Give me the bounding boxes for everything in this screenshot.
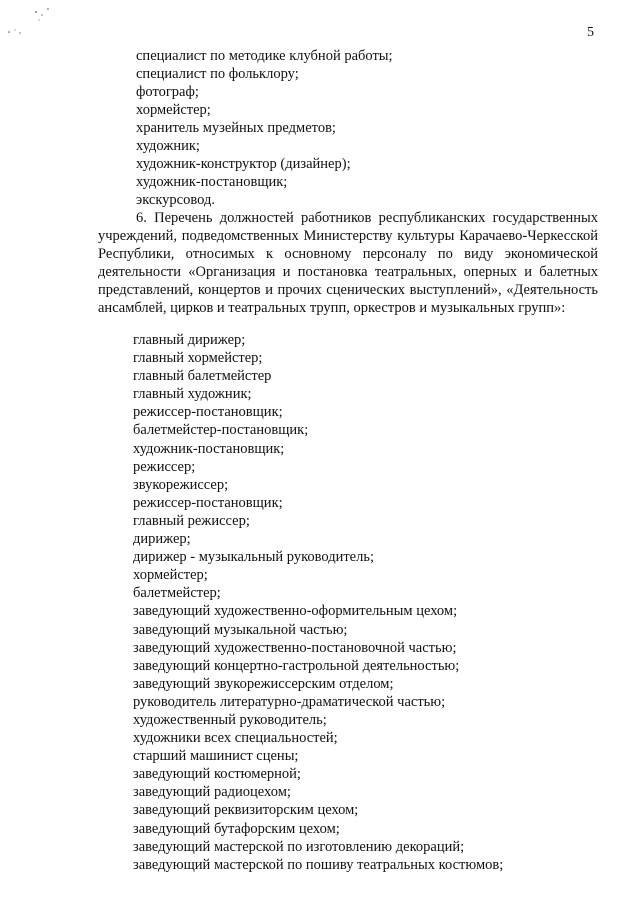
list-item: главный режиссер; [133,512,250,529]
list-item: хормейстер; [133,567,208,584]
list-item: заведующий мастерской по изготовлению декораций; [133,838,465,855]
position-list-section-6 [133,331,613,874]
list-item: заведующий художественно-постановочной частью; [133,639,457,656]
list-item: заведующий музыкальной частью; [133,621,348,638]
list-item: заведующий костюмерной; [133,766,301,783]
list-item: главный художник; [133,386,252,403]
page-number: 5 [587,25,594,40]
list-item: режиссер; [133,458,196,475]
list-item: звукорежиссер; [133,476,229,493]
list-item: балетмейстер; [133,585,221,602]
list-item: художник-конструктор (дизайнер); [136,156,351,172]
list-item: художественный руководитель; [133,711,327,728]
list-item: художники всех специальностей; [133,730,338,747]
section-6-paragraph: 6. Перечень должностей работников республиканских государственных учреждений, подведомственных Министерству культуры Карачаево-Черкесской Республики, относимых к основному персоналу по виду экономической деятельности «Организация и постановка театральных, оперных и балетных представлений, концертов и прочих сценических выступлений», «Деятельность ансамблей, цирков и театральных трупп, оркестров и музыкальных групп»: [98,210,598,316]
list-item: дирижер - музыкальный руководитель; [133,549,374,566]
list-item: заведующий звукорежиссерским отделом; [133,675,394,692]
scan-artifact-marks [6,6,56,36]
list-item: главный дирижер; [133,332,246,348]
list-item: художник-постановщик; [136,174,288,190]
list-item: заведующий радиоцехом; [133,784,291,801]
list-item: режиссер-постановщик; [133,494,283,511]
list-item: фотограф; [136,84,199,100]
list-item: балетмейстер-постановщик; [133,422,309,439]
position-list-continued [136,47,616,209]
list-item: заведующий художественно-оформительным цехом; [133,603,458,620]
list-item: хранитель музейных предметов; [136,120,336,136]
list-item: главный балетмейстер [133,368,272,385]
list-item: главный хормейстер; [133,350,263,367]
list-item: заведующий концертно-гастрольной деятельностью; [133,657,460,674]
list-item: заведующий мастерской по пошиву театральных костюмов; [133,856,504,873]
list-item: экскурсовод. [136,192,215,208]
list-item: режиссер-постановщик; [133,404,283,421]
list-item: специалист по методике клубной работы; [136,48,393,64]
list-item: художник; [136,138,200,154]
list-item: заведующий реквизиторским цехом; [133,802,359,819]
list-item: художник-постановщик; [133,440,285,457]
list-item: специалист по фольклору; [136,66,299,82]
list-item: дирижер; [133,531,191,548]
list-item: руководитель литературно-драматической частью; [133,693,446,710]
list-item: заведующий бутафорским цехом; [133,820,340,837]
list-item: старший машинист сцены; [133,748,299,765]
list-item: хормейстер; [136,102,211,118]
